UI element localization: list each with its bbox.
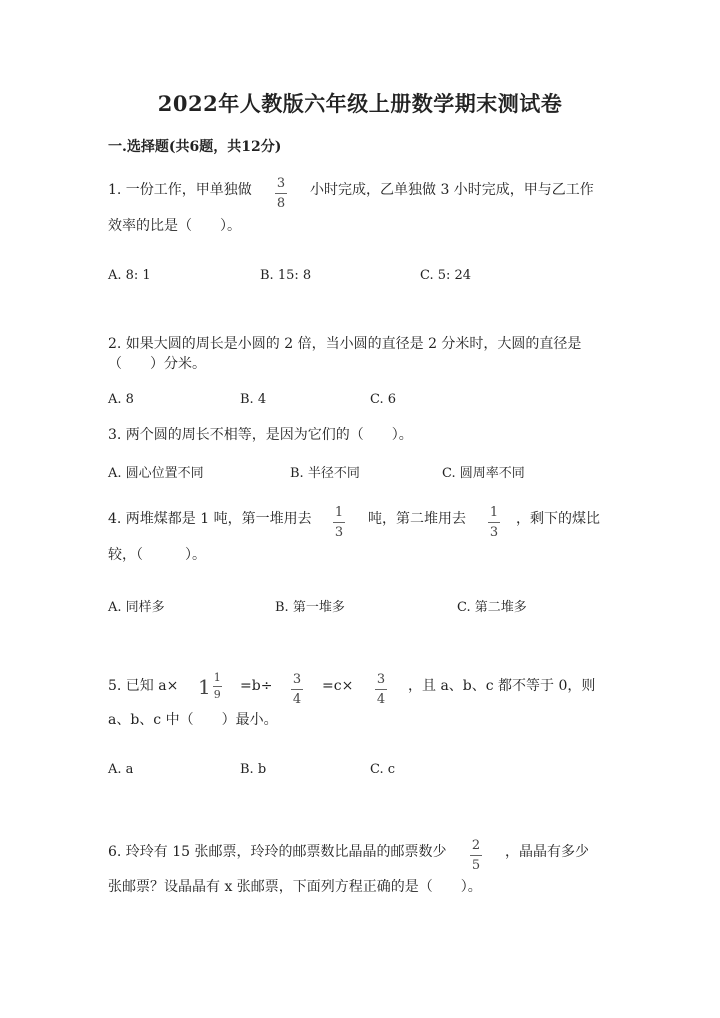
q5-fraction-2-denominator: 4 (376, 692, 386, 707)
q2-text-part1: 2. 如果大圆的周长是小圆的 2 倍，当小圆的直径是 2 分米时，大圆的直径是 (108, 336, 582, 352)
q5-option-c: C. c (370, 762, 396, 777)
q4-option-b: B. 第一堆多 (275, 600, 345, 615)
q5-text-part2: =b÷ (240, 678, 273, 694)
q5-fraction-1-numerator: 3 (292, 672, 302, 687)
q2-option-b: B. 4 (240, 392, 267, 407)
fraction-bar (291, 689, 303, 690)
q3-option-b: B. 半径不同 (290, 466, 360, 481)
fraction-bar (333, 522, 345, 523)
q6-text-part2: ，晶晶有多少 (505, 844, 589, 860)
q4-option-c: C. 第二堆多 (457, 600, 527, 615)
q1-text-part1: 1. 一份工作，甲单独做 (108, 182, 252, 198)
q4-fraction-1-denominator: 3 (334, 525, 344, 540)
q3-text: 3. 两个圆的周长不相等，是因为它们的（ ）。 (108, 427, 413, 443)
fraction-bar (470, 855, 482, 856)
fraction-bar (275, 193, 287, 194)
q1-fraction-denominator: 8 (276, 196, 286, 211)
q5-mixed-numerator: 1 (213, 671, 221, 684)
q5-fraction-1-denominator: 4 (292, 692, 302, 707)
fraction-bar (375, 689, 387, 690)
q3-option-c: C. 圆周率不同 (442, 466, 525, 481)
q3-option-a: A. 圆心位置不同 (108, 466, 204, 481)
q5-fraction-2 (375, 672, 387, 707)
fraction-bar (488, 522, 500, 523)
q1-option-b: B. 15: 8 (260, 268, 312, 283)
q4-fraction-2-numerator: 1 (489, 505, 499, 520)
q5-text-part5: a、b、c 中（ ）最小。 (108, 712, 278, 728)
q2-option-c: C. 6 (370, 392, 397, 407)
q4-text-part1: 4. 两堆煤都是 1 吨，第一堆用去 (108, 511, 312, 527)
fraction-bar (213, 686, 222, 687)
q5-fraction-1 (291, 672, 303, 707)
q6-fraction-numerator: 2 (471, 838, 481, 853)
q5-option-a: A. a (108, 762, 134, 777)
q1-option-c: C. 5: 24 (420, 268, 472, 283)
q6-fraction-denominator: 5 (471, 858, 481, 873)
q4-option-a: A. 同样多 (108, 600, 165, 615)
q5-mixed-whole: 1 (198, 674, 211, 699)
q4-fraction-2 (488, 505, 500, 540)
q1-option-a: A. 8: 1 (108, 268, 151, 283)
q5-text-part4: ，且 a、b、c 都不等于 0，则 (408, 678, 596, 694)
q6-text-part1: 6. 玲玲有 15 张邮票，玲玲的邮票数比晶晶的邮票数少 (108, 844, 447, 860)
q1-fraction-numerator: 3 (276, 176, 286, 191)
q4-text-part2: 吨，第二堆用去 (368, 511, 466, 527)
q1-text-part3: 效率的比是（ ）。 (108, 218, 241, 234)
q4-text-part4: 较，（ ）。 (108, 547, 206, 563)
q1-fraction (275, 176, 287, 211)
page-title: 2022年人教版六年级上册数学期末测试卷 (157, 91, 563, 116)
q5-text-part1: 5. 已知 a× (108, 678, 179, 694)
q5-mixed-denominator: 9 (213, 688, 221, 701)
q6-fraction (470, 838, 482, 873)
q2-text-part2: （ ）分米。 (108, 356, 206, 372)
q5-mixed-fraction (213, 672, 222, 701)
q4-fraction-2-denominator: 3 (489, 525, 499, 540)
q5-text-part3: =c× (322, 678, 354, 694)
q4-text-part3: ，剩下的煤比 (516, 511, 600, 527)
q4-fraction-1-numerator: 1 (334, 505, 344, 520)
q5-mixed-number (198, 672, 222, 701)
q6-text-part3: 张邮票？设晶晶有 x 张邮票，下面列方程正确的是（ ）。 (108, 879, 482, 895)
q5-option-b: B. b (240, 762, 267, 777)
q5-fraction-2-numerator: 3 (376, 672, 386, 687)
q2-option-a: A. 8 (108, 392, 134, 407)
q4-fraction-1 (333, 505, 345, 540)
section-heading: 一.选择题(共6题，共12分) (108, 139, 282, 155)
q1-text-part2: 小时完成，乙单独做 3 小时完成，甲与乙工作 (310, 182, 594, 198)
